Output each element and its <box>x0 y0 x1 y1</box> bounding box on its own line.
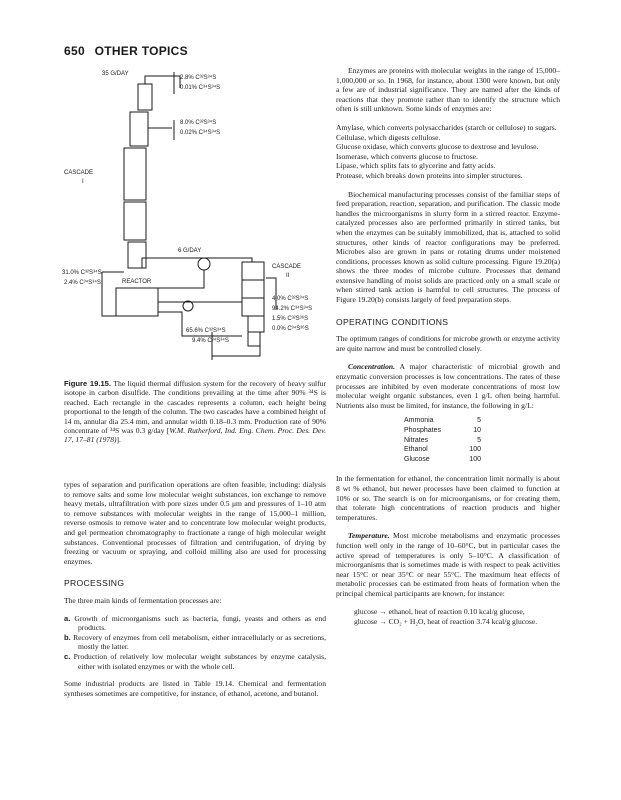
biochem-paragraph: Biochemical manufacturing processes consist of the familiar steps of feed preparation, reaction, separation, and purification. The classic mode handles the microorganisms in slurry form in a stirred reactor. Enzyme-catalyzed processes also are performed primarily in stirred tanks, but when the enzymes can be suitably immobilized, that is, attached to solid structures, other kinds of reactor configurations may be preferred. Microbes also are grown in pans or rotating drums under moistened conditions, processes known as solid culture processing. Figure 19.20(a) shows the three modes of microbe culture. Processes that demand extensive handling of moist solids are practiced only on a small scale or when stirred tank action is harmful to cell structures. The process of Figure 19.20(b) consists largely of feed preparation steps. <box>336 189 560 305</box>
processing-intro: The three main kinds of fermentation processes are: <box>64 595 222 605</box>
right-column <box>336 66 560 627</box>
top-output-label-1: 2.8% C³²S³⁴S <box>180 75 217 81</box>
temperature-paragraph: Temperature. Most microbe metabolisms and enzymatic processes function well only in the range of 10–60°C, but in particular cases the active spread of temperatures is only 5–10°C. A classification of microorganisms that is sometimes made is with respect to peak activities near 15°C or near 35°C or near 55°C. The maximum heat effects of metabolic processes can be estimated from heats of formation when the principal chemical participants are known, for instance: <box>336 531 560 598</box>
list-item: Protease, which breaks down proteins into simpler structures. <box>336 170 523 180</box>
list-item: Cellulase, which digests cellulose. <box>336 132 441 142</box>
concentration-label: Concentration. <box>348 362 396 372</box>
figure-caption <box>64 379 326 445</box>
caption-end: ]. <box>116 435 121 445</box>
right-label-1: 4.0% C³²S³⁴S <box>272 296 309 302</box>
right-label-3: 1.5% C³²S³⁶S <box>272 316 309 322</box>
list-item: Amylase, which converts polysaccharides (starch or cellulose) to sugars. <box>336 122 557 132</box>
left-label-1: 31.0% C³²S³⁴S <box>62 270 102 276</box>
separation-paragraph: types of separation and purification operations are often feasible, including: dialysis to remove salts and some low molecular weight substances, ion exchange to remove heavy metals, ultrafiltration with pore sizes under 0.5 μm and pressures of 1–10 atm to remove substances with molecular weights in the range of 15,000–1 million, reverse osmosis to remove water and to concentrate low molecular weight products, and gel permeation chromatography to fractionate a range of high molecular weight substances. Conventional processes of filtration and centrifugation, of drying by freezing or vacuum or spraying, and colloid milling also are used for processing enzymes. <box>64 480 326 566</box>
cascade-two-title: CASCADE <box>272 264 302 270</box>
process-list <box>64 614 326 672</box>
table-row: Ethanol 100 <box>404 446 481 454</box>
equations <box>336 607 560 627</box>
mid-output-label-2: 0.02% C³⁴S³⁴S <box>180 130 221 136</box>
left-label-2: 2.4% C³⁴S³⁴S <box>64 280 101 286</box>
list-item: Isomerase, which converts glucose to fructose. <box>336 151 478 161</box>
page-number: 650 <box>64 44 85 58</box>
bottom-label-2: 9.4% C³⁴S³⁴S <box>192 338 229 344</box>
temperature-label: Temperature. <box>348 531 390 541</box>
concentration-paragraph: Concentration. A major characteristic of microbial growth and enzymatic conversion processes is low concentrations. The rates of these processes are inhibited by even moderate concentrations of most low molecular weight organic substances, even 1 g/L often being harmful. Nutrients also must be limited, for instance, the following in g/L: <box>336 362 560 410</box>
enzyme-list <box>336 123 560 181</box>
list-item: Glucose oxidase, which converts glucose to dextrose and levulose. <box>336 142 539 152</box>
list-item: c. Production of relatively low molecular weight substances by enzyme catalysis, either with isolated enzymes or with the whole cell. <box>64 651 326 671</box>
ethanol-paragraph: In the fermentation for ethanol, the concentration limit normally is about 8 wt % ethanol, but newer processes have been claimed to function at 10% or so. The search is on for microorganisms, or for creating them, that tolerate high concentrations of reaction products and higher temperatures. <box>336 474 560 522</box>
list-item: a. Growth of microorganisms such as bacteria, fungi, yeasts and others as end products. <box>64 613 327 633</box>
enzymes-intro: Enzymes are proteins with molecular weights in the range of 15,000–1,000,000 or so. In 1968, for instance, about 1300 were known, but only a few are of industrial significance. They are named after the kinds of reactions that they promote rather than to identify the structure which often is still unknown. Some kinds of enzymes are: <box>336 66 560 114</box>
processing-heading: PROCESSING <box>64 578 125 589</box>
right-label-2: 94.2% C³⁴S³⁴S <box>272 306 313 312</box>
table-row: Ammonia 5 <box>404 417 481 425</box>
reactor-label: REACTOR <box>122 279 152 285</box>
list-item: Lipase, which splits fats to glycerine and fatty acids. <box>336 161 496 171</box>
page-header <box>64 44 188 58</box>
reactor-vessel <box>116 288 158 316</box>
cascade-one-number: I <box>82 179 84 185</box>
nutrient-table <box>404 417 481 465</box>
figure-diagram <box>62 66 322 378</box>
caption-citation: W.M. Rutherford, Ind. Eng. Chem. Proc. Des. Dev. 17, 17–81 (1978) <box>64 426 326 445</box>
left-column <box>64 480 326 698</box>
list-item: b. Recovery of enzymes from cell metabolism, either intracellularly or as secretions, mostly the latter. <box>64 632 326 652</box>
bottom-label-1: 65.6% C³²S³⁴S <box>186 328 226 334</box>
mid-output-label-1: 8.0% C³²S³⁴S <box>180 120 217 126</box>
flow-rate-label: 6 G/DAY <box>178 248 202 254</box>
table-row: Phosphates 10 <box>404 427 481 434</box>
cascade-one-columns <box>124 84 152 268</box>
caption-label: Figure 19.15. <box>64 379 111 388</box>
operating-conditions-heading: OPERATING CONDITIONS <box>336 316 449 327</box>
closing-paragraph: Some industrial products are listed in Table 19.14. Chemical and fermentation syntheses sometimes are competitive, for instance, of ethanol, acetone, and butanol. <box>64 679 326 698</box>
table-row: Nitrates 5 <box>404 436 481 444</box>
feed-rate-label: 35 G/DAY <box>102 71 129 77</box>
cascade-two-columns <box>242 262 264 346</box>
cascade-two-number: II <box>286 273 290 279</box>
equation-glucose-co2: glucose → CO₂ + H₂O, heat of reaction 3.74 kcal/g glucose. <box>354 616 538 626</box>
table-row: Glucose 100 <box>404 455 481 463</box>
caption-text: The liquid thermal diffusion system for the recovery of heavy sulfur isotope in carbon disulfide. The conditions prevailing at the time after 90% ³⁴S is reached. Each rectangle in the cascades represents a column, each height being proportional to the length of the column. The two cascades have a combined height of 14 m, annular dia 25.4 mm, and annular width 0.18–0.3 mm. Production rate of 90% concentrate of ³⁴S was 0.3 g/day [ <box>64 379 326 436</box>
top-output-label-2: 0.01% C³⁴S³⁴S <box>180 85 221 91</box>
cascade-one-title: CASCADE <box>64 170 94 176</box>
operating-intro: The optimum ranges of conditions for microbe growth or enzyme activity are quite narrow and must be controlled closely. <box>336 334 560 353</box>
running-title: OTHER TOPICS <box>94 44 188 58</box>
equation-glucose-ethanol: glucose → ethanol, heat of reaction 0.10 kcal/g glucose, <box>354 606 525 616</box>
right-label-4: 0.0% C³⁴S³⁶S <box>272 326 309 332</box>
